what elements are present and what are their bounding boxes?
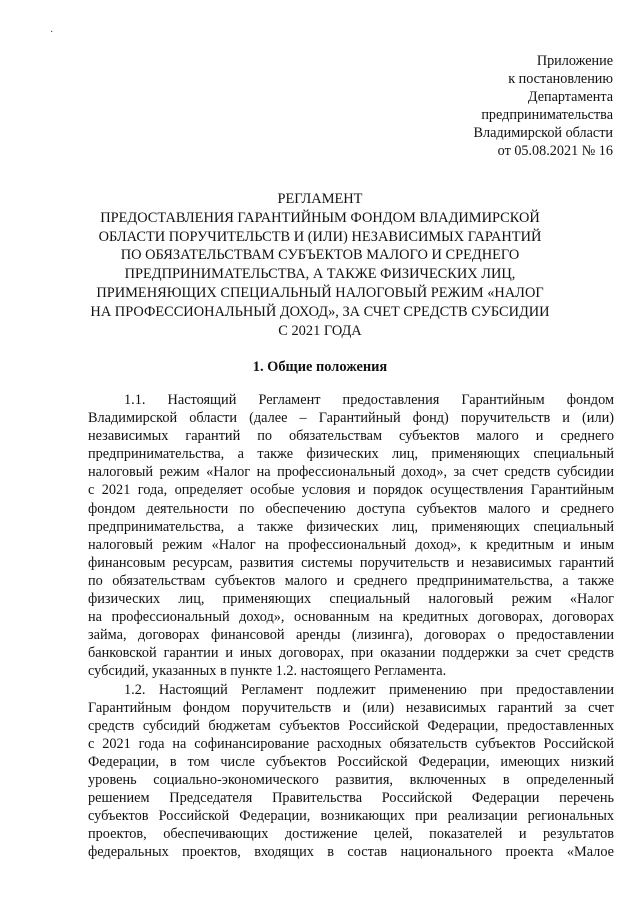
paragraph-1-1-line: 1.1. Настоящий Регламент предоставления Гарантийным фондом xyxy=(124,392,614,408)
title-line: ПРЕДОСТАВЛЕНИЯ ГАРАНТИЙНЫМ ФОНДОМ ВЛАДИМИРСКОЙ xyxy=(100,209,540,226)
title-line: ПРИМЕНЯЮЩИХ СПЕЦИАЛЬНЫЙ НАЛОГОВЫЙ РЕЖИМ «НАЛОГ xyxy=(96,284,544,301)
body-line: независимых гарантий по обязательствам субъектов малого и среднего xyxy=(88,428,614,445)
body-line: банковской гарантии и иных договорах, при оказании поддержки за счет средств xyxy=(88,645,614,662)
body-line: по обязательствам субъектов малого и среднего предпринимательства, а также xyxy=(88,572,614,589)
body-line: налоговый режим «Налог на профессиональный доход», за счет средств субсидии xyxy=(88,464,614,481)
body-line: Федерации, в том числе субъектов Российской Федерации, имеющих низкий xyxy=(88,753,614,770)
body-line: финансовым ресурсам, развития системы поручительств и независимых гарантий xyxy=(88,554,614,571)
appendix-block xyxy=(353,52,613,161)
appendix-line: Приложение xyxy=(536,53,613,69)
paragraph-1-2-line: 1.2. Настоящий Регламент подлежит применению при предоставлении xyxy=(124,681,614,698)
body-line: физических лиц, применяющих специальный налоговый режим «Налог xyxy=(88,591,614,608)
body-line: Владимирской области (далее – Гарантийный фонд) поручительств и (или) xyxy=(88,410,614,427)
appendix-line: к постановлению xyxy=(508,71,613,88)
appendix-line: от 05.08.2021 № 16 xyxy=(497,143,613,160)
body-line: на профессиональный доход», основанным на кредитных договорах, договорах xyxy=(88,609,614,626)
appendix-line: Владимирской области xyxy=(473,125,613,142)
title-line: ОБЛАСТИ ПОРУЧИТЕЛЬСТВ И (ИЛИ) НЕЗАВИСИМЫХ ГАРАНТИЙ xyxy=(98,228,542,245)
body-line: займа, договорах финансовой аренды (лизинга), договорах о предоставлении xyxy=(88,627,614,644)
body-line: предпринимательства, а также физических лиц, применяющих специальный xyxy=(88,446,614,463)
body-line: с 2021 года, определяет особые условия и порядок осуществления Гарантийным xyxy=(88,482,614,499)
scan-mark: · xyxy=(50,27,54,38)
section-heading: 1. Общие положения xyxy=(252,359,388,375)
body-line: уровень социально-экономического развития, включенных в определенный xyxy=(88,771,614,788)
body-line: средств субсидий бюджетам субъектов Российской Федерации, предоставленных xyxy=(88,717,614,734)
appendix-line: предпринимательства xyxy=(481,107,613,124)
title-line: НА ПРОФЕССИОНАЛЬНЫЙ ДОХОД», ЗА СЧЕТ СРЕДСТВ СУБСИДИИ xyxy=(90,303,550,320)
body-line: предпринимательства, а также физических лиц, применяющих специальный xyxy=(88,518,614,535)
title-line: С 2021 ГОДА xyxy=(278,322,362,339)
title-line: ПО ОБЯЗАТЕЛЬСТВАМ СУБЪЕКТОВ МАЛОГО И СРЕДНЕГО xyxy=(120,247,520,264)
body-line: субъектов Российской Федерации, возникающих при реализации региональных xyxy=(88,808,614,825)
body-line: субсидий, указанных в пункте 1.2. настоящего Регламента. xyxy=(88,663,447,680)
body-line: проектов, обеспечивающих достижение целей, показателей и результатов xyxy=(88,826,614,843)
body-line: фондом деятельности по обеспечению доступа субъектов малого и среднего xyxy=(88,500,614,517)
body-line: налоговый режим «Налог на профессиональный доход», к кредитным и иным xyxy=(88,536,614,553)
body-line: федеральных проектов, входящих в состав национального проекта «Малое xyxy=(88,844,614,861)
body-text xyxy=(88,391,614,861)
body-line: решением Председателя Правительства Российской Федерации перечень xyxy=(88,790,614,807)
title-line: ПРЕДПРИНИМАТЕЛЬСТВА, А ТАКЖЕ ФИЗИЧЕСКИХ ЛИЦ, xyxy=(124,266,516,283)
document-title xyxy=(80,190,560,340)
body-line: Гарантийным фондом поручительств и (или) независимых гарантий за счет xyxy=(88,699,614,716)
appendix-line: Департамента xyxy=(527,89,613,106)
title-line: РЕГЛАМЕНТ xyxy=(277,191,363,207)
body-line: с 2021 года на софинансирование расходных обязательств субъектов Российской xyxy=(88,735,614,752)
